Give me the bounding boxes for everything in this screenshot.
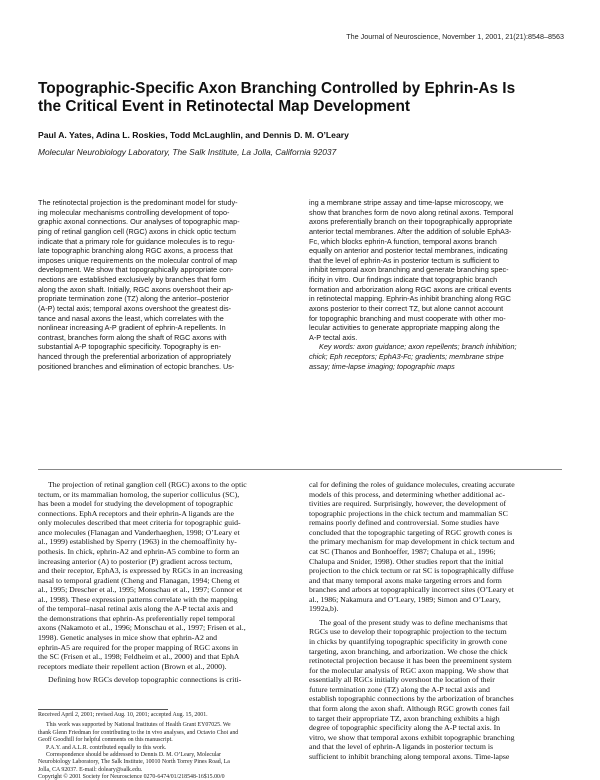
text-line: tectum, or its mammalian homolog, the superior colliculus (SC), <box>38 489 240 499</box>
text-line: imposes unique requirements on the molecular control of map <box>38 255 238 265</box>
text-line: late topographic branching along RGC axons, a process that <box>38 246 233 256</box>
text-line: Correspondence should be addressed to Dennis D. M. O’Leary, Molecular <box>46 752 221 759</box>
text-line: topographic projections in the chick tectum and mammalian SC <box>309 508 508 518</box>
keywords-label: Key words: <box>319 342 355 352</box>
text-line: axons posterior to their correct TZ, but alone cannot account <box>309 303 504 313</box>
text-line: tivities are required. Surprisingly, however, the development of <box>309 499 507 509</box>
text-line: (A-P) tectal axis; temporal axons overshoot the greatest dis- <box>38 303 232 313</box>
text-line: ing molecular mechanisms controlling development of topo- <box>38 207 230 217</box>
text-line: Geoff Goodhill for helpful comments on this manuscript. <box>38 737 173 744</box>
text-line: nonlinear increasing A-P gradient of ephrin-A repellents. In <box>38 323 226 333</box>
text-line: axons (Nakamoto et al., 1996; Monschau et al., 1997; Frisen et al., <box>38 623 246 633</box>
text-line: The projection of retinal ganglion cell (RGC) axons to the optic <box>48 480 247 489</box>
text-line: nections are established exclusively by branches that form <box>38 275 226 284</box>
text-line: essentially all RGCs initially overshoot the location of their <box>309 675 495 685</box>
text-line: Jolla, CA 92037. E-mail: doleary@salk.edu. <box>38 766 143 773</box>
text-line: 1998). Genetic analyses in mice show that ephrin-A2 and <box>38 633 218 642</box>
text-line: 1992a,b). <box>309 604 339 614</box>
text-line: vitro, we show that temporal axons exhibit topographic branching <box>309 732 515 742</box>
text-line: concluded that the topographic targeting of RGC growth cones is <box>309 527 513 537</box>
text-line: al., 1995; Drescher et al., 1995; Monschau et al., 1997; Connor et <box>38 585 243 595</box>
text-line: A-P tectal axis. <box>309 332 358 342</box>
text-line: show that branches form de novo along retinal axons. Temporal <box>309 207 514 217</box>
text-line: and their receptor, EphA3, is expressed by RGCs in an increasing <box>38 566 243 576</box>
text-line: retinotectal projection because it has been the preeminent system <box>309 656 512 666</box>
text-line: and that many temporal axons make targeting errors and form <box>309 575 502 585</box>
text-line: inhibit temporal axon branching and generate branching spec- <box>309 265 509 275</box>
text-line: receptors mediate their repellent action (Brown et al., 2000). <box>38 661 227 671</box>
text-line: has been a model for studying the development of topographic <box>38 499 234 509</box>
abstract-left-column <box>38 198 284 371</box>
text-line: propriate termination zone (TZ) along the anterior–posterior <box>38 294 230 304</box>
text-line: to target their appropriate TZ, axon branching exhibits a high <box>309 713 500 723</box>
text-line: along the axon shaft. Initially, RGC axons overshoot their ap- <box>38 284 234 294</box>
body-paragraph <box>309 618 563 761</box>
keywords-line: assay; time-lapse imaging; topographic maps <box>309 361 455 371</box>
text-line: that form along the axon shaft. Although RGC growth cones fail <box>309 703 510 713</box>
keywords <box>309 342 555 371</box>
keywords-line: chick; Eph receptors; EphA3-Fc; gradients; membrane stripe <box>309 352 504 361</box>
footnote-divider <box>38 709 168 710</box>
text-line: formation and arborization along RGC axons are critical events <box>309 284 512 294</box>
text-line: in retinotectal mapping. Ephrin-As inhibit branching along RGC <box>309 294 511 304</box>
body-paragraph <box>309 480 563 614</box>
text-line: models of this process, and determining whether additional ac- <box>309 489 505 499</box>
text-line: the primary mechanism for map development in chick tectum and <box>309 537 515 547</box>
footnote-equal-contribution: P.A.Y. and A.L.R. contributed equally to this work. <box>46 744 167 751</box>
text-line: Neurobiology Laboratory, The Salk Institute, 10010 North Torrey Pines Road, La <box>38 759 230 766</box>
footnote-funding <box>38 722 292 744</box>
text-line: pothesis. In chick, ephrin-A2 and ephrin-A5 combine to form an <box>38 546 240 556</box>
text-line: Chalupa and Snider, 1998). Other studies report that the initial <box>309 556 504 566</box>
text-line: that the level of ephrin-As in posterior tectum is sufficient to <box>309 255 500 265</box>
text-line: Defining how RGCs develop topographic connections is criti- <box>48 675 242 685</box>
title-line: the Critical Event in Retinotectal Map Development <box>38 98 411 115</box>
text-line: sufficient to inhibit branching along temporal axons. Time-lapse <box>309 751 510 761</box>
text-line: ificity in vitro. Our findings indicate that topographic branch <box>309 275 498 284</box>
text-line: al., 1999) established by Sperry (1963) in the chemoaffinity hy- <box>38 537 237 547</box>
text-line: graphic axonal connections. Our analyses of topographic map- <box>38 217 240 227</box>
text-line: development. We show that topographically appropriate con- <box>38 265 234 275</box>
text-line: in chicks by quantifying topographic specificity in growth cone <box>309 637 507 646</box>
text-line: lecular activities to generate appropriate mapping along the <box>309 323 500 333</box>
text-line: nasal to temporal gradient (Cheng and Flanagan, 1994; Cheng et <box>38 575 240 585</box>
abstract-right-column <box>309 198 555 371</box>
author-affiliation: Molecular Neurobiology Laboratory, The Salk Institute, La Jolla, California 92037 <box>38 147 337 157</box>
title-line: Topographic-Specific Axon Branching Controlled by Ephrin-As Is <box>38 80 516 97</box>
text-line: ance molecules (Flanagan and Vanderhaeghen, 1998; O’Leary et <box>38 527 240 537</box>
text-line: establish topographic connections by the arborization of branches <box>309 694 514 704</box>
article-title <box>38 80 578 116</box>
text-line: axons preferentially branch on their topographically appropriate <box>309 217 513 227</box>
text-line: remains poorly defined and controversial. Some studies have <box>309 518 500 528</box>
footnotes <box>38 712 292 780</box>
text-line: contrast, branches form along the shaft of RGC axons with <box>38 332 227 342</box>
text-line: hanced through the preferential arborization of appropriately <box>38 352 232 361</box>
text-line: increasing anterior (A) to posterior (P) gradient across tectum, <box>38 556 233 566</box>
text-line: The goal of the present study was to define mechanisms that <box>319 617 508 627</box>
text-line: ping of retinal ganglion cell (RGC) axons in chick optic tectum <box>38 226 236 236</box>
footnote-correspondence <box>38 752 292 774</box>
text-line: targeting, axon branching, and arborization. We chose the chick <box>309 646 508 656</box>
text-line: anterior tectal membranes. After the addition of soluble EphA3- <box>309 226 512 236</box>
text-line: only molecules described that meet criteria for topographic guid- <box>38 518 241 528</box>
body-right-column <box>309 480 563 761</box>
keywords-line <box>309 342 555 352</box>
text-line: substantial A-P topographic specificity. Topography is en- <box>38 342 221 352</box>
text-line: ing a membrane stripe assay and time-lapse microscopy, we <box>309 198 504 207</box>
text-line: projection to the chick tectum or rat SC is topographically diffuse <box>309 566 514 576</box>
text-line: branches and arbors at topographically incorrect sites (O’Leary et <box>309 585 514 595</box>
text-line: indicate that a primary role for guidance molecules is to regu- <box>38 236 235 246</box>
text-line: Fc, which blocks ephrin-A function, temporal axons branch <box>309 236 497 246</box>
footnote-received: Received April 2, 2001; revised Aug. 10, 2001; accepted Aug. 15, 2001. <box>38 712 208 718</box>
text-line: RGCs use to develop their topographic projection to the tectum <box>309 627 507 637</box>
text-line: tance and nasal axons the least, which correlates with the <box>38 313 224 323</box>
text-line: degree of topographic specificity along the A-P tectal axis. In <box>309 723 501 733</box>
text-line: for topographic branching and must cooperate with other mo- <box>309 313 506 323</box>
text-line: the demonstrations that ephrin-As preferentially repel temporal <box>38 613 236 623</box>
text-line: thank Glenn Friedman for contributing to the in vivo analyses, and Octavio Choi and <box>38 729 239 736</box>
footnote-copyright: Copyright © 2001 Society for Neuroscience 0270-6474/01/218548-16$15.00/0 <box>38 774 225 780</box>
text-line: future termination zone (TZ) along the A-P tectal axis and <box>309 684 490 694</box>
text-line: al., 1986; Nakamura and O’Leary, 1989; Simon and O’Leary, <box>309 594 501 604</box>
author-list: Paul A. Yates, Adina L. Roskies, Todd McLaughlin, and Dennis D. M. O’Leary <box>38 130 349 140</box>
body-left-column <box>38 480 292 685</box>
text-line: the SC (Frisen et al., 1998; Feldheim et al., 2000) and that EphA <box>38 652 240 662</box>
abstract-right-text <box>309 198 555 342</box>
keywords-text: axon guidance; axon repellents; branch inhibition; <box>354 342 517 352</box>
text-line: The retinotectal projection is the predominant model for study- <box>38 198 238 207</box>
text-line: ephrin-A5 are required for the proper mapping of RGC axons in <box>38 642 239 652</box>
text-line: and that the level of ephrin-A ligands in posterior tectum is <box>309 742 494 752</box>
text-line: cal for defining the roles of guidance molecules, creating accurate <box>309 480 515 489</box>
text-line: positioned branches and elimination of ectopic branches. Us- <box>38 361 235 371</box>
abstract-divider <box>38 469 562 470</box>
text-line: for the molecular analysis of RGC axon mapping. We show that <box>309 665 509 675</box>
text-line: al., 1998). These expression patterns correlate with the mapping <box>38 594 238 604</box>
text-line: This work was supported by National Institutes of Health Grant EY07025. We <box>46 722 231 729</box>
text-line: cat SC (Thanos and Bonhoeffer, 1987; Chalupa et al., 1996; <box>309 546 496 556</box>
journal-citation-header: The Journal of Neuroscience, November 1, 2001, 21(21):8548–8563 <box>346 32 564 41</box>
text-line: equally on anterior and posterior tectal membranes, indicating <box>309 246 508 256</box>
text-line: of the temporal–nasal retinal axis along the A-P tectal axis and <box>38 604 234 614</box>
text-line: connections. EphA receptors and their ephrin-A ligands are the <box>38 508 234 518</box>
